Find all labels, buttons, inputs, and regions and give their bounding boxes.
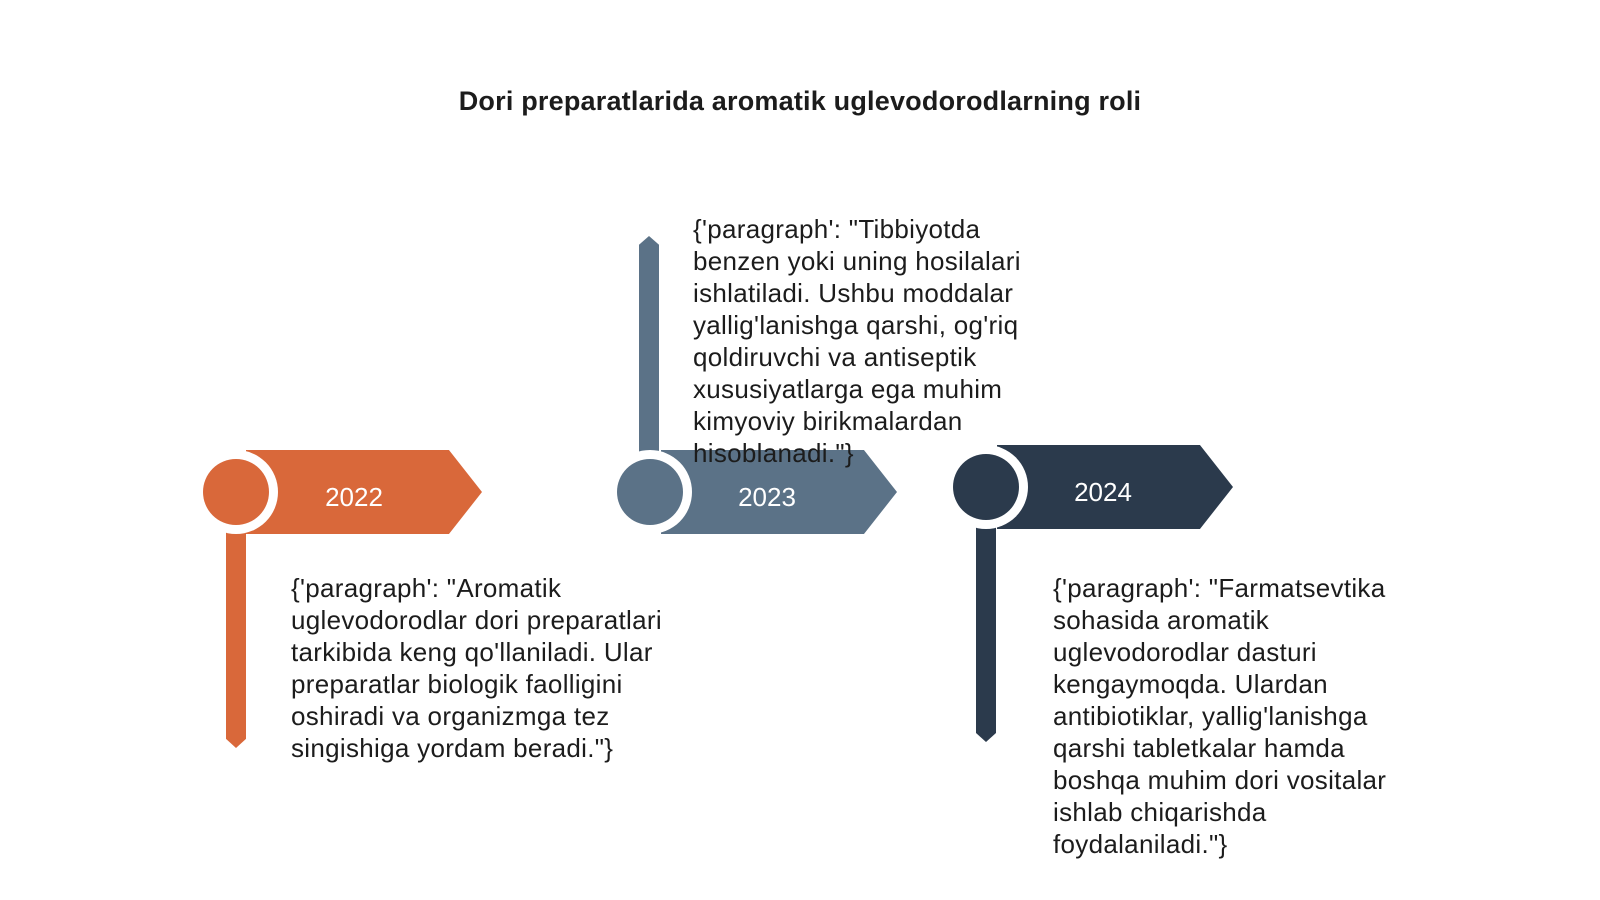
milestone-2022-text: {'paragraph': "Aromatik uglevodorodlar dori preparatlari tarkibida keng qo'llaniladi. Ular preparatlar biologik faolligini oshiradi va organizmga tez singishiga yordam beradi."} bbox=[291, 573, 662, 763]
milestone-2024-stem bbox=[976, 516, 996, 742]
milestone-2022-stem bbox=[226, 520, 246, 748]
milestone-2023-year: 2023 bbox=[738, 482, 796, 512]
diagram-title: Dori preparatlarida aromatik uglevodorodlarning roli bbox=[458, 86, 1142, 116]
milestone-2024-text: {'paragraph': "Farmatsevtika sohasida aromatik uglevodorodlar dasturi kengaymoqda. Ulardan antibiotiklar, yallig'lanishga qarshi tabletkalar hamda boshqa muhim dori vositalar ishlab chiqarishda foydalaniladi."} bbox=[1053, 573, 1387, 859]
milestone-2022-year: 2022 bbox=[325, 482, 383, 512]
milestone-2024-dot bbox=[953, 454, 1019, 520]
milestone-2024-year: 2024 bbox=[1074, 477, 1132, 507]
milestone-2023-stem bbox=[639, 236, 659, 454]
milestone-2022-dot bbox=[203, 459, 269, 525]
milestone-2023-text: {'paragraph': "Tibbiyotda benzen yoki uning hosilalari ishlatiladi. Ushbu moddalar yallig'lanishga qarshi, og'riq qoldiruvchi va antiseptik xususiyatlarga ega muhim kimyoviy birikmalardan hisoblanadi."} bbox=[693, 214, 1021, 468]
milestone-2023-dot bbox=[617, 459, 683, 525]
